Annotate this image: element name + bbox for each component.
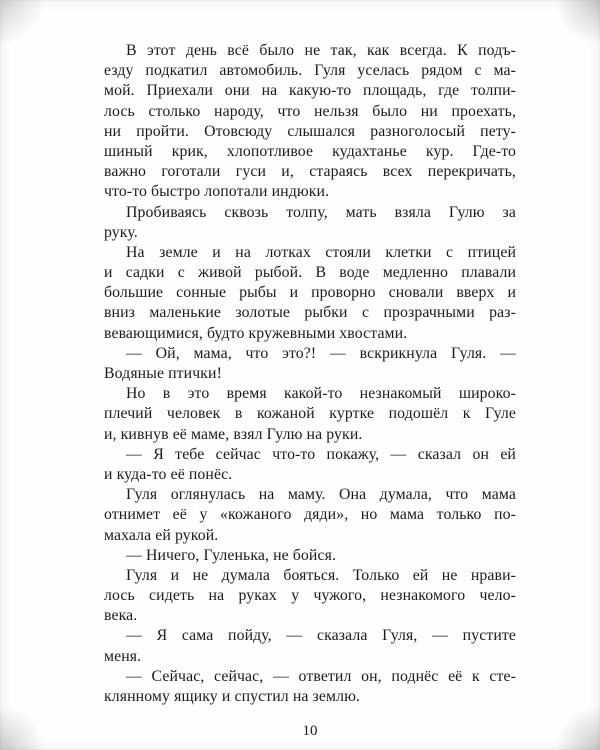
paragraph — [104, 667, 516, 707]
text-line: клянному ящику и спустил на землю. — [104, 688, 361, 705]
text-line: На земле и на лотках стояли клетки с птицей — [126, 243, 516, 261]
text-line: большие сонные рыбы и проворно сновали вверх и — [104, 284, 516, 302]
text-line: меня. — [104, 647, 142, 665]
text-line: шиный крик, хлопотливое кудахтанье кур. Где-то — [104, 142, 516, 160]
text-line: Но в это время какой-то незнакомый широко- — [126, 385, 516, 403]
scan-corner-shadow — [554, 0, 600, 46]
paragraph — [104, 41, 516, 203]
text-line: махала ей рукой. — [104, 526, 219, 544]
text-line: и, кивнув её маме, взял Гулю на руки. — [104, 425, 363, 443]
text-line: — Я тебе сейчас что-то покажу, — сказал он ей — [126, 445, 516, 463]
paragraph — [104, 626, 516, 666]
paragraph — [104, 566, 516, 627]
text-line: Гуля оглянулась на маму. Она думала, что мама — [126, 486, 516, 504]
text-line: вниз маленькие золотые рыбки с прозрачными раз- — [104, 304, 516, 322]
paragraph — [104, 546, 516, 566]
text-line: века. — [104, 607, 138, 625]
text-line: — Ничего, Гуленька, не бойся. — [126, 546, 337, 564]
text-line: руку. — [104, 223, 138, 241]
text-line: плечий человек в кожаной куртке подошёл к Гуле — [104, 405, 516, 423]
text-line: — Ой, мама, что это?! — вскрикнула Гуля. — — [126, 344, 516, 362]
text-line: важно гоготали гуси и, стараясь всех перекричать, — [104, 163, 516, 181]
paragraph — [104, 203, 516, 243]
page-text — [104, 41, 516, 707]
text-line: Водяные птички! — [104, 365, 222, 382]
scan-corner-shadow — [554, 704, 600, 750]
text-line: вевающимися, будто кружевными хвостами. — [104, 324, 408, 342]
scan-corner-shadow — [0, 0, 46, 46]
text-line: Пробиваясь сквозь толпу, мать взяла Гулю за — [126, 203, 516, 221]
paragraph — [104, 344, 516, 384]
text-line: езду подкатил автомобиль. Гуля уселась рядом с ма- — [104, 62, 516, 80]
text-line: — Я сама пойду, — сказала Гуля, — пустите — [126, 627, 516, 645]
text-line: и садки с живой рыбой. В воде медленно плавали — [104, 264, 516, 282]
text-line: лось столько народу, что нельзя было ни проехать, — [104, 102, 516, 120]
page-number: 10 — [302, 723, 318, 739]
scan-corner-shadow — [0, 704, 46, 750]
text-line: В этот день всё было не так, как всегда. К подъ- — [126, 42, 516, 59]
text-line: отнимет её у «кожаного дяди», но мама только по- — [104, 506, 516, 524]
text-line: мой. Приехали они на какую-то площадь, где толпи- — [104, 82, 516, 100]
paragraph — [104, 243, 516, 344]
paragraph — [104, 445, 516, 485]
text-line: — Сейчас, сейчас, — ответил он, поднёс её к сте- — [126, 667, 516, 685]
text-line: лось сидеть на руках у чужого, незнакомого чело- — [104, 587, 516, 605]
text-line: и куда-то её понёс. — [104, 465, 233, 483]
text-line: Гуля и не думала бояться. Только ей не нрави- — [126, 566, 516, 584]
text-line: что-то быстро лопотали индюки. — [104, 183, 330, 201]
paragraph — [104, 384, 516, 445]
paragraph — [104, 485, 516, 546]
text-line: ни пройти. Отовсюду слышался разноголосый пету- — [104, 122, 516, 140]
